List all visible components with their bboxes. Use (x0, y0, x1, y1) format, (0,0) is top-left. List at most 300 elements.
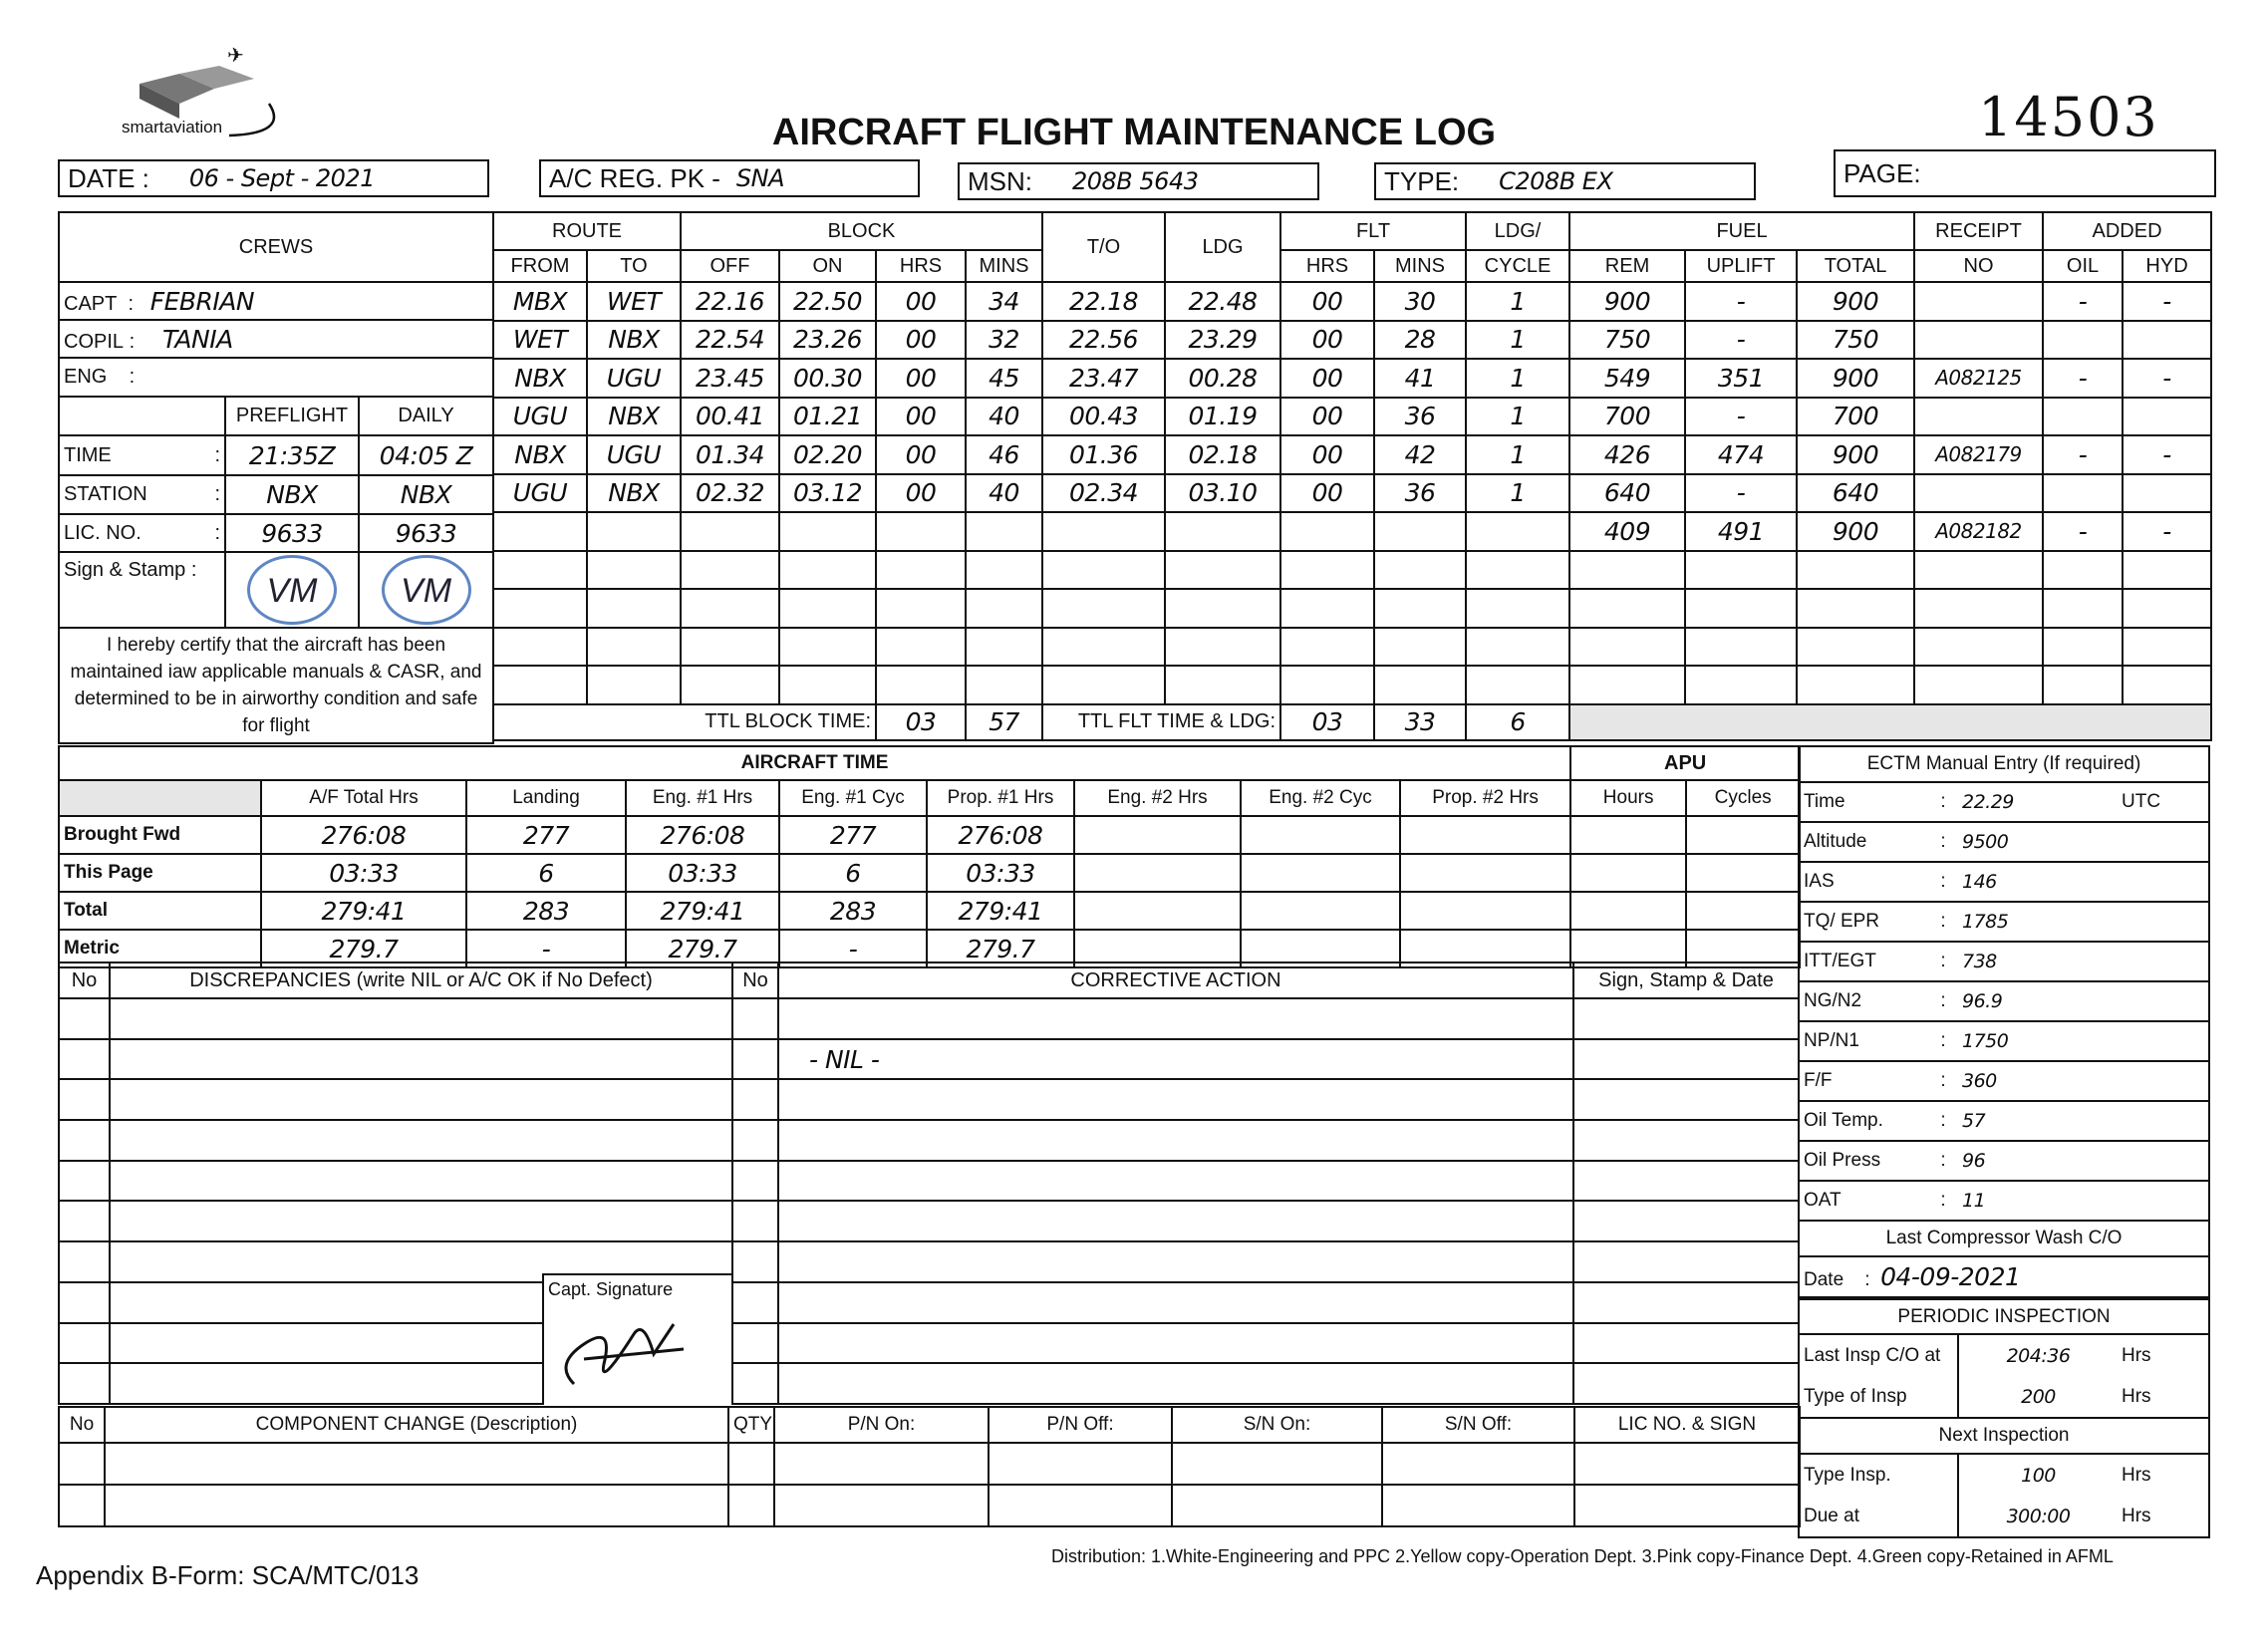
discrepancy-row[interactable] (59, 1120, 1799, 1161)
aircraft-time-header: Cycles (1686, 780, 1800, 816)
ectm-param-label: Time (1799, 782, 1928, 822)
oil-added-cell: - (2043, 359, 2123, 398)
on-cell: 22.50 (779, 282, 876, 321)
wash-date-label: Date (1804, 1269, 1844, 1290)
flight-row (493, 282, 2211, 321)
sign-cell (1573, 1201, 1799, 1241)
from-cell (493, 551, 587, 590)
takeoff-cell (1042, 666, 1165, 704)
on-cell: 03.12 (779, 474, 876, 513)
separator: : (1928, 942, 1958, 981)
flt-hrs-cell (1280, 512, 1374, 551)
ttl-flt-label: TTL FLT TIME & LDG: (1042, 704, 1280, 740)
block-hrs-cell (876, 551, 966, 590)
aircraft-time-value: - (466, 930, 626, 967)
corrective-action-cell (778, 1241, 1573, 1282)
discrepancy-row[interactable] (59, 1363, 1799, 1404)
fuel-uplift-cell: 474 (1685, 435, 1797, 474)
msn-label: MSN: (968, 165, 1032, 196)
fuel-total-cell (1797, 589, 1914, 628)
discrepancy-cell (110, 1201, 732, 1241)
takeoff-cell (1042, 628, 1165, 667)
separator: : (1928, 782, 1958, 822)
aircraft-time-value (1400, 892, 1570, 930)
fuel-total-cell (1797, 551, 1914, 590)
crews-table (58, 211, 494, 744)
ectm-param-value: 738 (1958, 942, 2118, 981)
component-cell (728, 1485, 774, 1526)
on-cell (779, 551, 876, 590)
component-cell (105, 1443, 728, 1485)
component-cell (989, 1485, 1172, 1526)
next-type-label: Type Insp. (1799, 1454, 1958, 1496)
copil-label: COPIL (64, 330, 125, 353)
fuel-uplift-cell: - (1685, 474, 1797, 513)
form-reference: Appendix B-Form: SCA/MTC/013 (36, 1560, 420, 1590)
aircraft-time-row (59, 892, 1800, 930)
cycle-cell (1466, 551, 1569, 590)
receipt-no-cell (1914, 282, 2043, 321)
ttl-flt-hrs: 03 (1280, 704, 1374, 740)
discrepancy-row[interactable] (59, 998, 1799, 1039)
aircraft-time-value (1241, 816, 1400, 854)
ectm-param-row (1799, 1021, 2209, 1061)
ectm-param-unit (2118, 1101, 2209, 1141)
flt-hrs-cell (1280, 551, 1374, 590)
flt-mins-cell: 36 (1374, 398, 1466, 436)
ectm-param-row (1799, 1061, 2209, 1101)
ectm-param-value: 9500 (1958, 822, 2118, 862)
type-value: C208B EX (1499, 167, 1613, 195)
sign-stamp-date-header: Sign, Stamp & Date (1573, 962, 1799, 998)
no-cell (732, 1323, 778, 1364)
next-inspection-title: Next Inspection (1799, 1418, 2209, 1454)
hyd-added-cell: - (2123, 282, 2211, 321)
due-label: Due at (1799, 1496, 1958, 1537)
msn-field (958, 162, 1319, 200)
flt-hrs-header: HRS (1280, 250, 1374, 282)
fuel-total-cell: 900 (1797, 282, 1914, 321)
total-header: TOTAL (1797, 250, 1914, 282)
wash-title: Last Compressor Wash C/O (1799, 1221, 2209, 1256)
takeoff-cell (1042, 589, 1165, 628)
cycle-cell (1466, 512, 1569, 551)
flight-row (493, 435, 2211, 474)
cycle-cell: 1 (1466, 435, 1569, 474)
component-row[interactable] (59, 1485, 1800, 1526)
aircraft-time-value: 279:41 (927, 892, 1074, 930)
to-cell (587, 628, 681, 667)
fuel-uplift-cell: - (1685, 282, 1797, 321)
sign-cell (1573, 1120, 1799, 1161)
discrepancy-row[interactable] (59, 1282, 1799, 1323)
no-cell (59, 1363, 110, 1404)
aircraft-time-value: 03:33 (261, 854, 466, 892)
wash-date: 04-09-2021 (1880, 1262, 2021, 1291)
off-cell: 01.34 (681, 435, 779, 474)
no-cell (59, 1039, 110, 1080)
component-cell (989, 1443, 1172, 1485)
no-cell (59, 1323, 110, 1364)
flight-row (493, 628, 2211, 667)
no-cell (732, 1079, 778, 1120)
oil-added-cell (2043, 589, 2123, 628)
discrepancy-cell (110, 1039, 732, 1080)
landing-cell: 23.29 (1165, 321, 1280, 360)
on-cell: 23.26 (779, 321, 876, 360)
fuel-total-cell: 900 (1797, 512, 1914, 551)
aircraft-time-value (1686, 854, 1800, 892)
ectm-param-unit (2118, 942, 2209, 981)
ttl-flt-mins: 33 (1374, 704, 1466, 740)
component-row[interactable] (59, 1443, 1800, 1485)
ectm-param-unit (2118, 822, 2209, 862)
ectm-param-row (1799, 1181, 2209, 1221)
to-cell: NBX (587, 474, 681, 513)
fuel-rem-cell: 409 (1569, 512, 1685, 551)
block-mins-cell (966, 628, 1042, 667)
oil-added-cell (2043, 666, 2123, 704)
separator: : (1928, 862, 1958, 902)
discrepancy-cell (110, 1120, 732, 1161)
aircraft-time-header: Prop. #2 Hrs (1400, 780, 1570, 816)
fuel-total-cell: 900 (1797, 435, 1914, 474)
ectm-param-value: 146 (1958, 862, 2118, 902)
oil-header: OIL (2043, 250, 2123, 282)
receipt-no-cell: A082182 (1914, 512, 2043, 551)
flight-row (493, 551, 2211, 590)
block-hrs-cell: 00 (876, 282, 966, 321)
aircraft-time-value (1686, 892, 1800, 930)
corrective-action-cell (778, 1120, 1573, 1161)
component-cell (1574, 1485, 1800, 1526)
component-header: S/N Off: (1382, 1407, 1574, 1443)
hyd-added-cell (2123, 666, 2211, 704)
lic-label: LIC. NO. : (59, 514, 225, 552)
separator: : (1928, 902, 1958, 942)
ectm-param-label: NP/N1 (1799, 1021, 1928, 1061)
ectm-param-value: 96 (1958, 1141, 2118, 1181)
time-daily: 04:05 Z (359, 435, 493, 475)
ectm-param-value: 1785 (1958, 902, 2118, 942)
capt-signature-box (542, 1273, 731, 1405)
periodic-title: PERIODIC INSPECTION (1799, 1298, 2209, 1334)
fuel-rem-cell (1569, 666, 1685, 704)
cycle-cell (1466, 589, 1569, 628)
apu-title: APU (1570, 746, 1800, 780)
sign-stamp-label: Sign & Stamp : (59, 552, 225, 628)
cycle-header-1: LDG/ (1466, 212, 1569, 250)
discrepancy-row[interactable] (59, 1079, 1799, 1120)
receipt-no-cell (1914, 666, 2043, 704)
discrepancies-table (58, 961, 1800, 1405)
ttl-block-label: TTL BLOCK TIME: (493, 704, 876, 740)
ectm-param-row (1799, 782, 2209, 822)
component-header: P/N On: (774, 1407, 989, 1443)
sign-cell (1573, 1363, 1799, 1404)
component-cell (1382, 1485, 1574, 1526)
off-cell: 02.32 (681, 474, 779, 513)
landing-cell: 03.10 (1165, 474, 1280, 513)
takeoff-cell (1042, 551, 1165, 590)
sign-cell (1573, 998, 1799, 1039)
fuel-rem-cell: 640 (1569, 474, 1685, 513)
lic-daily: 9633 (359, 514, 493, 552)
corrective-action-cell (778, 998, 1573, 1039)
discrepancies-header: DISCREPANCIES (write NIL or A/C OK if No Defect) (110, 962, 732, 998)
fuel-uplift-cell (1685, 589, 1797, 628)
to-cell: NBX (587, 398, 681, 436)
aircraft-time-header: Eng. #1 Hrs (626, 780, 779, 816)
flt-hrs-cell: 00 (1280, 321, 1374, 360)
receipt-header-2: NO (1914, 250, 2043, 282)
added-header: ADDED (2043, 212, 2211, 250)
off-cell: 22.54 (681, 321, 779, 360)
oil-added-cell (2043, 474, 2123, 513)
last-insp-value: 204:36 (1958, 1334, 2118, 1376)
ectm-table (1798, 745, 2210, 1538)
off-header: OFF (681, 250, 779, 282)
fuel-total-cell (1797, 666, 1914, 704)
capt-label: CAPT (64, 292, 118, 315)
component-header: QTY (728, 1407, 774, 1443)
ectm-param-value: 360 (1958, 1061, 2118, 1101)
eng-row: ENG : (59, 358, 493, 397)
flt-mins-cell: 36 (1374, 474, 1466, 513)
fuel-uplift-cell: 351 (1685, 359, 1797, 398)
from-cell: MBX (493, 282, 587, 321)
ectm-param-label: Altitude (1799, 822, 1928, 862)
fuel-uplift-cell (1685, 666, 1797, 704)
no-cell (59, 1120, 110, 1161)
block-hrs-cell: 00 (876, 359, 966, 398)
discrepancy-row[interactable] (59, 1039, 1799, 1080)
ttl-block-hrs: 03 (876, 704, 966, 740)
fuel-total-cell: 640 (1797, 474, 1914, 513)
aircraft-time-value: 276:08 (626, 816, 779, 854)
row-label: Total (59, 892, 261, 930)
ectm-param-row (1799, 1141, 2209, 1181)
aircraft-time-value: 03:33 (626, 854, 779, 892)
off-cell: 22.16 (681, 282, 779, 321)
aircraft-time-header: A/F Total Hrs (261, 780, 466, 816)
separator: : (1928, 1181, 1958, 1221)
block-hrs-cell: 00 (876, 398, 966, 436)
receipt-no-cell (1914, 551, 2043, 590)
aircraft-time-table (58, 745, 1801, 968)
aircraft-time-header: Eng. #2 Hrs (1074, 780, 1241, 816)
fuel-rem-cell: 426 (1569, 435, 1685, 474)
fuel-uplift-cell: 491 (1685, 512, 1797, 551)
off-cell (681, 512, 779, 551)
aircraft-time-value: 277 (466, 816, 626, 854)
capt-signature-label: Capt. Signature (548, 1279, 674, 1299)
aircraft-time-value (1400, 854, 1570, 892)
ectm-param-row (1799, 1101, 2209, 1141)
ectm-param-label: Oil Temp. (1799, 1101, 1928, 1141)
ectm-param-row (1799, 981, 2209, 1021)
aircraft-time-header: Landing (466, 780, 626, 816)
off-cell (681, 666, 779, 704)
flight-row (493, 666, 2211, 704)
hyd-added-cell (2123, 551, 2211, 590)
due-value: 300:00 (1958, 1496, 2118, 1537)
block-mins-cell: 32 (966, 321, 1042, 360)
separator: : (1928, 1061, 1958, 1101)
receipt-no-cell: A082179 (1914, 435, 2043, 474)
on-cell (779, 628, 876, 667)
oil-added-cell (2043, 628, 2123, 667)
ectm-param-unit (2118, 1021, 2209, 1061)
hrs-unit: Hrs (2118, 1454, 2209, 1496)
flight-row (493, 359, 2211, 398)
type-label: TYPE: (1384, 165, 1460, 196)
flt-hrs-cell (1280, 589, 1374, 628)
last-insp-label: Last Insp C/O at (1799, 1334, 1958, 1376)
off-cell (681, 551, 779, 590)
discrepancy-cell (110, 1079, 732, 1120)
aircraft-time-header: Prop. #1 Hrs (927, 780, 1074, 816)
corrective-action-cell (778, 1201, 1573, 1241)
component-cell (105, 1485, 728, 1526)
takeoff-cell: 22.18 (1042, 282, 1165, 321)
discrepancy-row[interactable] (59, 1323, 1799, 1364)
time-preflight: 21:35Z (225, 435, 359, 475)
uplift-header: UPLIFT (1685, 250, 1797, 282)
block-header: BLOCK (681, 212, 1042, 250)
flight-log-table (492, 211, 2212, 741)
from-header: FROM (493, 250, 587, 282)
sign-cell (1573, 1323, 1799, 1364)
ectm-param-unit (2118, 1141, 2209, 1181)
aircraft-time-value (1686, 816, 1800, 854)
no-cell (59, 1161, 110, 1202)
date-label: DATE : (68, 162, 149, 193)
on-cell (779, 666, 876, 704)
preflight-stamp (225, 552, 359, 628)
ectm-param-row (1799, 862, 2209, 902)
ttl-block-mins: 57 (966, 704, 1042, 740)
aircraft-time-value (1074, 816, 1241, 854)
to-cell (587, 589, 681, 628)
landing-cell (1165, 589, 1280, 628)
block-hrs-cell: 00 (876, 435, 966, 474)
aircraft-time-row (59, 816, 1800, 854)
signature-icon (544, 1304, 694, 1399)
component-header: P/N Off: (989, 1407, 1172, 1443)
ectm-param-row (1799, 942, 2209, 981)
flt-mins-cell: 30 (1374, 282, 1466, 321)
takeoff-cell: 01.36 (1042, 435, 1165, 474)
cycle-cell: 1 (1466, 359, 1569, 398)
landing-cell: 00.28 (1165, 359, 1280, 398)
discrepancy-row[interactable] (59, 1161, 1799, 1202)
corrective-action-cell (778, 1363, 1573, 1404)
landing-cell: 02.18 (1165, 435, 1280, 474)
ectm-param-label: IAS (1799, 862, 1928, 902)
separator: : (1928, 1021, 1958, 1061)
no-cell (732, 1363, 778, 1404)
flt-mins-cell: 28 (1374, 321, 1466, 360)
eng-label: ENG (64, 366, 108, 388)
cycle-cell (1466, 628, 1569, 667)
aircraft-time-value (1400, 816, 1570, 854)
from-cell: UGU (493, 398, 587, 436)
type-insp-label: Type of Insp (1799, 1376, 1958, 1418)
flt-mins-cell (1374, 628, 1466, 667)
receipt-no-cell (1914, 398, 2043, 436)
takeoff-cell: 23.47 (1042, 359, 1165, 398)
ttl-ldg: 6 (1466, 704, 1569, 740)
hrs-unit: Hrs (2118, 1496, 2209, 1537)
ectm-param-unit (2118, 981, 2209, 1021)
flt-hrs-cell: 00 (1280, 359, 1374, 398)
hyd-added-cell (2123, 474, 2211, 513)
rem-header: REM (1569, 250, 1685, 282)
off-cell (681, 628, 779, 667)
to-cell: NBX (587, 321, 681, 360)
serial-number: 14503 (1978, 86, 2159, 148)
discrepancy-cell (110, 1161, 732, 1202)
row-label: Metric (59, 930, 261, 967)
hyd-added-cell (2123, 628, 2211, 667)
aircraft-time-value (1241, 892, 1400, 930)
discrepancy-row[interactable] (59, 1241, 1799, 1282)
sign-cell (1573, 1282, 1799, 1323)
aircraft-time-title: AIRCRAFT TIME (59, 746, 1570, 780)
from-cell (493, 628, 587, 667)
daily-stamp (359, 552, 493, 628)
hyd-added-cell (2123, 321, 2211, 360)
ectm-param-label: Oil Press (1799, 1141, 1928, 1181)
ectm-param-value: 22.29 (1958, 782, 2118, 822)
component-cell (1172, 1443, 1382, 1485)
corrective-action-cell: - NIL - (778, 1039, 1573, 1080)
fuel-uplift-cell: - (1685, 398, 1797, 436)
hyd-added-cell: - (2123, 435, 2211, 474)
separator: : (1928, 822, 1958, 862)
aircraft-time-value (1074, 854, 1241, 892)
fuel-rem-cell: 900 (1569, 282, 1685, 321)
component-cell (59, 1443, 105, 1485)
fuel-header: FUEL (1569, 212, 1914, 250)
aircraft-time-value: 277 (779, 816, 927, 854)
aircraft-time-value: 279:41 (626, 892, 779, 930)
sign-cell (1573, 1161, 1799, 1202)
discrepancy-row[interactable] (59, 1201, 1799, 1241)
block-mins-cell: 40 (966, 474, 1042, 513)
aircraft-time-value: 276:08 (261, 816, 466, 854)
crews-title: CREWS (59, 212, 493, 282)
ectm-param-unit (2118, 1181, 2209, 1221)
on-cell (779, 589, 876, 628)
cycle-cell: 1 (1466, 398, 1569, 436)
fuel-rem-cell (1569, 589, 1685, 628)
on-header: ON (779, 250, 876, 282)
to-header: TO (587, 250, 681, 282)
svg-text:✈: ✈ (227, 45, 244, 67)
ectm-param-value: 1750 (1958, 1021, 2118, 1061)
ectm-param-row (1799, 822, 2209, 862)
no-cell (59, 1201, 110, 1241)
off-cell (681, 589, 779, 628)
landing-header: LDG (1165, 212, 1280, 282)
aircraft-time-value: 6 (779, 854, 927, 892)
copil-name: TANIA (161, 324, 233, 354)
component-header: LIC NO. & SIGN (1574, 1407, 1800, 1443)
preflight-header: PREFLIGHT (225, 397, 359, 435)
block-hrs-cell (876, 589, 966, 628)
